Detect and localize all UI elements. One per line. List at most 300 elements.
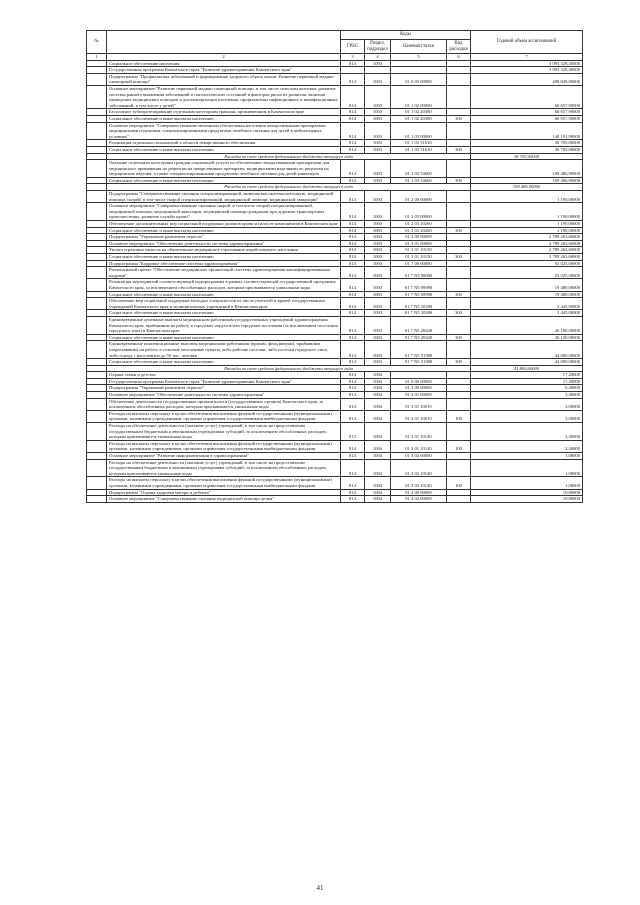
row-name: Подпрограмма "Кадровое обеспечение системы здравоохранения"	[107, 260, 341, 267]
row-vid	[447, 73, 471, 85]
row-amount: 19 480,00000	[471, 291, 583, 298]
row-name: Реализация отдельных полномочий в области лекарственного обеспечения	[107, 140, 341, 147]
colnum-4: 4	[365, 54, 391, 61]
row-target: 01 7 N5 20420	[391, 316, 447, 334]
row-vid	[447, 496, 471, 503]
row-no	[87, 254, 107, 261]
row-razdel: 1003	[365, 191, 391, 203]
row-amount: 1 190,00000	[471, 203, 583, 221]
row-grbs: 814	[341, 73, 365, 85]
row-name: Оказание отдельным категориям граждан социальной услуги по обеспечению лекарственными препаратами для медицинского применения по рецептам на лекарственные препараты, медицинскими изделиями по рецептам на медицинские изделия, а также специализированными продуктами лечебного питания для детей-инвалидов	[107, 160, 341, 178]
row-amount: 44 000,00000	[471, 341, 583, 359]
row-no	[87, 240, 107, 247]
row-target: 01 7 N5 51380	[391, 341, 447, 359]
colnum-2: 2	[107, 54, 341, 61]
row-grbs: 814	[341, 234, 365, 241]
row-amount: 10,80000	[471, 496, 583, 503]
row-name: Реализация мероприятий соответствующей подпрограммы в рамках соответствующей государственной программы Камчатского края, за исключением обособленных расходов, которым присваиваются уникальные коды	[107, 279, 341, 291]
row-amount: 1,08000	[471, 453, 583, 460]
note-text: Расходы за счет средств федерального бюджета текущего года	[107, 184, 471, 191]
row-razdel: 1003	[365, 316, 391, 334]
row-target: 01 2 00 00000	[391, 191, 447, 203]
row-amount: 10,80000	[471, 489, 583, 496]
row-amount: 2 445,00000	[471, 298, 583, 310]
row-grbs: 814	[341, 372, 365, 379]
row-no	[87, 234, 107, 241]
header-razdel: Раздел, подраздел	[365, 40, 391, 54]
row-target	[391, 67, 447, 74]
row-grbs: 814	[341, 298, 365, 310]
row-no	[87, 398, 107, 410]
row-vid	[447, 109, 471, 116]
table-row	[87, 291, 583, 298]
table-row	[87, 392, 583, 399]
row-target: 01 3 01 10150	[391, 247, 447, 254]
row-razdel: 1004	[365, 477, 391, 489]
row-name: Государственная программа Камчатского края "Развитие здравоохранения Камчатского края"	[107, 67, 341, 74]
row-target: 01 3 02 00000	[391, 453, 447, 460]
row-vid	[447, 234, 471, 241]
table-row	[87, 310, 583, 317]
row-no	[87, 334, 107, 341]
row-target: 01 7 N5 20420	[391, 334, 447, 341]
row-vid	[447, 247, 471, 254]
row-name: Расходы на выплаты персоналу в целях обеспечения выполнения функций государственными (муниципальными) органами, казенными учреждениями, органами управления государственными внебюджетными фондами	[107, 410, 341, 422]
row-name: Подпрограмма "Управление развитием отрасли"	[107, 385, 341, 392]
header-amount: Годовой объем ассигнований	[471, 31, 583, 54]
row-razdel: 1003	[365, 73, 391, 85]
row-razdel: 1004	[365, 453, 391, 460]
row-razdel: 1003	[365, 341, 391, 359]
row-razdel: 1003	[365, 234, 391, 241]
row-target: 01 3 01 10010	[391, 410, 447, 422]
row-amount: 6,48000	[471, 385, 583, 392]
row-vid	[447, 85, 471, 108]
budget-table	[86, 30, 583, 503]
table-row	[87, 316, 583, 334]
row-amount: 208 849,80000	[471, 73, 583, 85]
row-amount: 2 789 263,60000	[471, 234, 583, 241]
row-grbs: 814	[341, 146, 365, 153]
row-no	[87, 73, 107, 85]
row-razdel: 1003	[365, 267, 391, 279]
row-vid	[447, 267, 471, 279]
row-vid: 300	[447, 291, 471, 298]
row-grbs: 814	[341, 385, 365, 392]
row-grbs: 814	[341, 334, 365, 341]
row-amount: 44 000,00000	[471, 359, 583, 366]
row-vid	[447, 122, 471, 140]
row-name: Государственная программа Камчатского края "Развитие здравоохранения Камчатского края"	[107, 378, 341, 385]
row-no	[87, 341, 107, 359]
row-no	[87, 378, 107, 385]
row-grbs: 814	[341, 60, 365, 67]
row-vid	[447, 140, 471, 147]
row-razdel: 1004	[365, 423, 391, 441]
row-target: 01 3 01 10150	[391, 254, 447, 261]
row-razdel: 1003	[365, 160, 391, 178]
row-no	[87, 267, 107, 279]
row-razdel: 1004	[365, 410, 391, 422]
row-name: Основное мероприятие "Развитие информатизации в здравоохранении"	[107, 453, 341, 460]
row-grbs: 814	[341, 291, 365, 298]
row-razdel: 1003	[365, 227, 391, 234]
row-target: 01 7 N5 20280	[391, 298, 447, 310]
row-vid: 300	[447, 254, 471, 261]
row-no	[87, 410, 107, 422]
row-amount: 3 093 328,40000	[471, 67, 583, 74]
row-razdel: 1004	[365, 489, 391, 496]
row-no	[87, 60, 107, 67]
row-amount: 1 190,00000	[471, 227, 583, 234]
row-razdel: 1004	[365, 392, 391, 399]
row-grbs: 814	[341, 254, 365, 261]
row-amount: 17,28000	[471, 372, 583, 379]
row-name: Обеспечение дополнительных мер социальной поддержки доноров крови и (или) ее компонентов в Камчатском крае	[107, 221, 341, 228]
row-vid: 100	[447, 477, 471, 489]
row-razdel: 1003	[365, 60, 391, 67]
row-amount: 60 657,90000	[471, 115, 583, 122]
row-vid	[447, 160, 471, 178]
row-name: Региональный проект "Обеспечение медицинских организаций системы здравоохранения квалифицированными кадрами"	[107, 267, 341, 279]
row-name: Основное мероприятие "Совершенствование оказания скорой, в том числе скорой специализированной, медицинской помощи, медицинской эвакуации, медицинской помощи гражданам при дорожно-транспортных происшествиях, развитие службы крови"	[107, 203, 341, 221]
row-razdel: 1003	[365, 221, 391, 228]
row-grbs: 814	[341, 279, 365, 291]
note-amount: 38 705,00000	[471, 153, 583, 160]
table-note-row	[87, 153, 583, 160]
row-amount: 3,00000	[471, 410, 583, 422]
table-row	[87, 359, 583, 366]
row-vid	[447, 279, 471, 291]
row-target: 01 3 02 10140	[391, 477, 447, 489]
row-no	[87, 85, 107, 108]
row-grbs: 814	[341, 85, 365, 108]
row-no	[87, 291, 107, 298]
row-razdel: 1003	[365, 146, 391, 153]
row-no	[87, 310, 107, 317]
row-no	[87, 153, 107, 160]
row-name: Расходы на выплаты персоналу в целях обеспечения выполнения функций государственными (муниципальными) органами, казенными учреждениями, органами управления государственными внебюджетными фондами	[107, 440, 341, 452]
row-amount: 26 100,00000	[471, 316, 583, 334]
row-no	[87, 221, 107, 228]
row-no	[87, 477, 107, 489]
header-vid: Вид расходов	[447, 40, 471, 54]
row-razdel: 1004	[365, 440, 391, 452]
row-no	[87, 496, 107, 503]
row-vid: 100	[447, 410, 471, 422]
row-no	[87, 489, 107, 496]
row-vid	[447, 459, 471, 477]
row-amount: 60 657,90000	[471, 109, 583, 116]
row-vid: 100	[447, 440, 471, 452]
row-target: 01 4 00 00000	[391, 489, 447, 496]
table-row	[87, 240, 583, 247]
row-amount: 2 789 263,60000	[471, 240, 583, 247]
row-no	[87, 122, 107, 140]
row-amount: 19 480,00000	[471, 279, 583, 291]
row-target: 01 1 02 20380	[391, 115, 447, 122]
row-no	[87, 67, 107, 74]
row-grbs: 814	[341, 477, 365, 489]
row-amount: 1 190,00000	[471, 191, 583, 203]
row-grbs: 814	[341, 140, 365, 147]
row-name: Обеспечение мер социальной поддержки молодых специалистов из числа учителей и врачей государственных учреждений Камчатского края и муниципальных учреждений в Камчатском крае	[107, 298, 341, 310]
row-name: Социальное обеспечение и иные выплаты населению	[107, 227, 341, 234]
row-target: 01 4 02 00000	[391, 496, 447, 503]
row-name: Охрана семьи и детства	[107, 372, 341, 379]
row-no	[87, 247, 107, 254]
row-target: 01 3 01 10140	[391, 440, 447, 452]
row-vid	[447, 398, 471, 410]
budget-table-sheet	[86, 30, 582, 503]
row-name: Социальное обеспечение и иные выплаты населению	[107, 177, 341, 184]
row-target: 01 3 01 00000	[391, 240, 447, 247]
row-amount: 3 093 328,40000	[471, 60, 583, 67]
row-grbs: 814	[341, 109, 365, 116]
row-amount: 109 486,90000	[471, 160, 583, 178]
row-razdel: 1003	[365, 177, 391, 184]
table-row	[87, 459, 583, 477]
row-target: 01 1 03 54600	[391, 160, 447, 178]
row-amount: 26 100,00000	[471, 334, 583, 341]
table-row	[87, 372, 583, 379]
row-no	[87, 279, 107, 291]
row-grbs: 814	[341, 221, 365, 228]
table-row	[87, 440, 583, 452]
row-name: Социальное обеспечение и иные выплаты населению	[107, 115, 341, 122]
row-name: Обеспечение деятельности государственных органов власти (государственных органов) Камчатского края, за исключением обособленных расходов, которым присваиваются уникальные коды	[107, 398, 341, 410]
row-razdel: 1003	[365, 254, 391, 261]
row-grbs: 814	[341, 341, 365, 359]
row-no	[87, 203, 107, 221]
row-target: 01 2 03 20260	[391, 227, 447, 234]
row-no	[87, 160, 107, 178]
row-no	[87, 453, 107, 460]
row-target	[391, 60, 447, 67]
row-no	[87, 109, 107, 116]
row-vid	[447, 489, 471, 496]
row-target: 01 3 00 00000	[391, 385, 447, 392]
row-razdel: 1003	[365, 298, 391, 310]
row-no	[87, 372, 107, 379]
row-vid	[447, 203, 471, 221]
row-grbs: 814	[341, 177, 365, 184]
row-grbs: 814	[341, 240, 365, 247]
row-amount: 17,28000	[471, 378, 583, 385]
row-grbs	[341, 67, 365, 74]
table-row	[87, 267, 583, 279]
row-amount: 2,40000	[471, 423, 583, 441]
row-no	[87, 227, 107, 234]
table-row	[87, 160, 583, 178]
row-no	[87, 392, 107, 399]
table-row	[87, 234, 583, 241]
row-razdel: 1003	[365, 140, 391, 147]
row-no	[87, 184, 107, 191]
row-vid	[447, 423, 471, 441]
header-target: Целевая статья	[391, 40, 447, 54]
row-grbs: 814	[341, 260, 365, 267]
row-grbs: 814	[341, 122, 365, 140]
row-name: Подпрограмма "Совершенствование оказания специализированной, включая высокотехнологичную, медицинской помощи, скорой, в том числе скорой специализированной, медицинской помощи, медицинской эвакуации"	[107, 191, 341, 203]
row-target: 01 7 N5 20280	[391, 310, 447, 317]
table-row	[87, 67, 583, 74]
table-row	[87, 177, 583, 184]
row-vid	[447, 298, 471, 310]
row-grbs: 814	[341, 160, 365, 178]
row-razdel: 1004	[365, 378, 391, 385]
row-no	[87, 365, 107, 372]
row-amount: 148 191,90000	[471, 122, 583, 140]
row-razdel: 1003	[365, 203, 391, 221]
row-target	[391, 372, 447, 379]
row-razdel: 1003	[365, 85, 391, 108]
table-row	[87, 73, 583, 85]
row-grbs: 814	[341, 496, 365, 503]
row-grbs: 814	[341, 440, 365, 452]
row-name: Социальное обеспечение и иные выплаты населению	[107, 291, 341, 298]
row-name: Единовременные денежные выплаты медицинским работникам государственных учреждений здравоохранения Камчатского края, прибывшим на работу в городские округа и/или городские поселения (за исключением поселения городского типа) в Камчатском крае	[107, 316, 341, 334]
row-razdel: 1003	[365, 359, 391, 366]
row-vid	[447, 67, 471, 74]
row-name: Расходы на обеспечение деятельности (оказание услуг) учреждений, в том числе на предоставление государственным бюджетным и автономным учреждениям субсидий, за исключением обособленных расходов, которым присваиваются уникальные коды	[107, 423, 341, 441]
row-vid: 300	[447, 334, 471, 341]
row-razdel: 1003	[365, 310, 391, 317]
table-row	[87, 227, 583, 234]
table-note-row	[87, 184, 583, 191]
row-grbs: 814	[341, 453, 365, 460]
row-grbs: 814	[341, 115, 365, 122]
row-no	[87, 146, 107, 153]
row-target: 01 3 00 00000	[391, 234, 447, 241]
row-name: Основное мероприятие "Совершенствование механизма обеспечения населения лекарственными препаратами, медицинскими изделиями, специализированными продуктами лечебного питания для детей в амбулаторных условиях"	[107, 122, 341, 140]
row-amount: 3,00000	[471, 398, 583, 410]
row-grbs: 814	[341, 410, 365, 422]
row-amount: 92 025,00000	[471, 260, 583, 267]
table-row	[87, 298, 583, 310]
row-no	[87, 177, 107, 184]
header-grbs: ГРБС	[341, 40, 365, 54]
row-no	[87, 385, 107, 392]
row-razdel: 1003	[365, 247, 391, 254]
row-grbs: 814	[341, 359, 365, 366]
row-vid	[447, 240, 471, 247]
note-text: Расходы за счет средств федерального бюджета текущего года	[107, 153, 471, 160]
row-name: Социальное обеспечение и иные выплаты населению	[107, 254, 341, 261]
row-grbs: 814	[341, 459, 365, 477]
row-vid: 300	[447, 115, 471, 122]
row-vid: 300	[447, 310, 471, 317]
row-grbs: 814	[341, 203, 365, 221]
row-target: 01 1 02 00000	[391, 85, 447, 108]
row-target: 01 7 N5 09990	[391, 291, 447, 298]
row-target: 01 3 02 10140	[391, 459, 447, 477]
row-name: Подпрограмма "Управление развитием отрасли"	[107, 234, 341, 241]
row-vid	[447, 60, 471, 67]
row-vid	[447, 260, 471, 267]
row-vid	[447, 392, 471, 399]
row-vid	[447, 341, 471, 359]
row-vid	[447, 372, 471, 379]
table-row	[87, 254, 583, 261]
row-razdel: 1003	[365, 109, 391, 116]
colnum-5: 5	[391, 54, 447, 61]
table-row	[87, 477, 583, 489]
table-row	[87, 140, 583, 147]
row-razdel: 1004	[365, 398, 391, 410]
row-name: Расходы на обеспечение деятельности (оказание услуг) учреждений, в том числе на предоставление государственным бюджетным и автономным учреждениям субсидий, за исключением обособленных расходов, которым присваиваются уникальные коды	[107, 459, 341, 477]
header-codes: Коды	[341, 31, 471, 40]
row-amount: 92 025,00000	[471, 267, 583, 279]
row-no	[87, 459, 107, 477]
row-name: Единовременные компенсационные выплаты медицинским работникам (врачам, фельдшерам), прибывшим (переехавшим) на работу в сельские населенные пункты, либо рабочие поселки, либо поселки городского типа, либо города с населением до 50 тыс. человек	[107, 341, 341, 359]
row-target: 01 1 03 51610	[391, 146, 447, 153]
table-row	[87, 378, 583, 385]
row-name: Основное мероприятие "Развитие первичной медико-санитарной помощи, в том числе сельским жителям, развитие системы раннего выявления заболеваний и патологических состояний и факторов риска их развития, включая проведение медицинских осмотров и диспансеризации населения, профилактика инфекционных и неинфекционных заболеваний, в том числе у детей"	[107, 85, 341, 108]
row-name: Социальное обеспечение и иные выплаты населению	[107, 310, 341, 317]
table-row	[87, 489, 583, 496]
row-no	[87, 423, 107, 441]
row-grbs: 814	[341, 423, 365, 441]
row-no	[87, 359, 107, 366]
colnum-7: 7	[471, 54, 583, 61]
table-row	[87, 453, 583, 460]
row-name: Основное мероприятие "Обеспечение деятельности системы здравоохранения"	[107, 392, 341, 399]
row-razdel: 1004	[365, 372, 391, 379]
row-target: 01 2 03 00000	[391, 203, 447, 221]
row-amount: 2 445,00000	[471, 310, 583, 317]
table-row	[87, 247, 583, 254]
row-target: 01 0 03 00000	[391, 73, 447, 85]
header-name	[107, 31, 341, 54]
row-grbs: 814	[341, 247, 365, 254]
table-row	[87, 279, 583, 291]
row-grbs: 814	[341, 316, 365, 334]
row-no	[87, 115, 107, 122]
row-vid: 300	[447, 227, 471, 234]
colnum-6: 6	[447, 54, 471, 61]
row-target: 01 0 00 00000	[391, 378, 447, 385]
table-row	[87, 115, 583, 122]
row-name: Основное мероприятие "Совершенствование оказания медицинской помощи детям"	[107, 496, 341, 503]
table-row	[87, 496, 583, 503]
table-row	[87, 410, 583, 422]
row-amount: 60 657,90000	[471, 85, 583, 108]
row-name: Подпрограмма "Охрана здоровья матери и ребенка"	[107, 489, 341, 496]
table-row	[87, 385, 583, 392]
table-note-row	[87, 365, 583, 372]
row-razdel	[365, 67, 391, 74]
table-body	[87, 60, 583, 502]
row-vid: 300	[447, 359, 471, 366]
row-vid: 300	[447, 146, 471, 153]
row-no	[87, 260, 107, 267]
row-amount: 1 190,00000	[471, 221, 583, 228]
row-no	[87, 440, 107, 452]
row-target: 01 1 03 54600	[391, 177, 447, 184]
table-row	[87, 334, 583, 341]
row-razdel: 1004	[365, 496, 391, 503]
row-name: Бесплатное зубопротезирование отдельным категориям граждан, проживающим в Камчатском крае	[107, 109, 341, 116]
row-target: 01 7 N5 09990	[391, 279, 447, 291]
row-name: Уплата страховых взносов на обязательное медицинское страхование неработающего населения	[107, 247, 341, 254]
row-target: 01 7 N5 00000	[391, 267, 447, 279]
row-amount: 1,08000	[471, 477, 583, 489]
row-amount: 38 705,00000	[471, 140, 583, 147]
row-no	[87, 140, 107, 147]
row-amount: 2 789 263,60000	[471, 247, 583, 254]
row-razdel: 1003	[365, 260, 391, 267]
